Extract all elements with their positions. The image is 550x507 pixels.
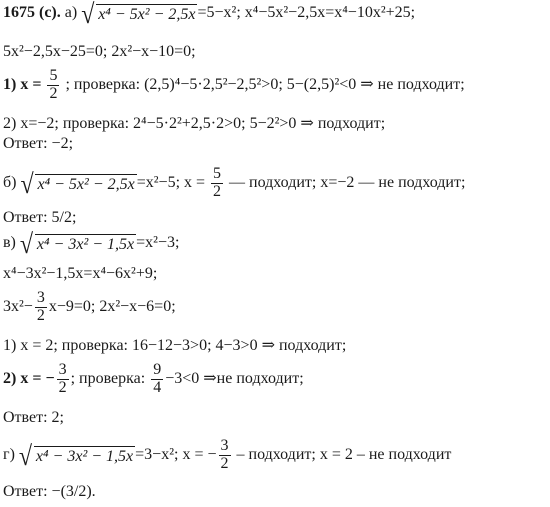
- line-b: [3, 166, 465, 201]
- line-g: [3, 438, 451, 473]
- frac-den: 2: [220, 454, 229, 472]
- item-label-a: а): [64, 4, 78, 22]
- c2-mid-v: ; проверка:: [70, 369, 146, 387]
- sqrt-v: [19, 229, 136, 260]
- eq2-a: 5x²−2,5x−25=0; 2x²−x−10=0;: [3, 43, 196, 60]
- frac-num: 9: [153, 361, 162, 378]
- line-v-eq2: [3, 290, 176, 325]
- sqrt-b: [20, 169, 136, 200]
- frac-den: 2: [49, 84, 58, 102]
- eq2-pre-v: 3x²−: [3, 297, 33, 315]
- radical-sign: √: [18, 441, 33, 472]
- frac-num: 5: [213, 165, 222, 182]
- frac-num: 3: [220, 437, 229, 454]
- tail-g: – подходит; x = 2 – не подходит: [236, 445, 452, 463]
- line-v: [3, 229, 180, 260]
- radicand-b: x⁴ − 5x² − 2,5x: [37, 175, 135, 193]
- fraction-g: [219, 438, 231, 473]
- frac-den: 4: [153, 378, 162, 396]
- fraction-9-4: [151, 362, 163, 397]
- answer-v: Ответ: 2;: [3, 409, 64, 426]
- c2-a: 2) x=−2; проверка: 2⁴−5·2²+2,5·2>0; 5−2²>0 ⇒ подходит;: [3, 115, 386, 132]
- fraction-b: [211, 166, 223, 201]
- eq1-a: x⁴−5x²−2,5x=x⁴−10x²+25;: [244, 4, 416, 22]
- frac-num: 5: [49, 67, 58, 84]
- answer-b: Ответ: 5/2;: [3, 209, 77, 226]
- radical-sign: √: [20, 169, 34, 200]
- frac-num: 3: [58, 361, 67, 378]
- radicand-v: x⁴ − 3x² − 1,5x: [36, 236, 135, 253]
- radical-sign: √: [81, 0, 95, 30]
- eq1-v: x⁴−3x²−1,5x=x⁴−6x²+9;: [3, 265, 158, 282]
- frac-num: 3: [36, 289, 45, 306]
- fraction-5-2: [47, 68, 59, 103]
- fraction-3-2: [35, 290, 47, 325]
- rhs-b: =x²−5; x =: [136, 173, 206, 191]
- tail-b: — подходит; x=−2 — не подходит;: [229, 173, 466, 191]
- radicand-g: x⁴ − 3x² − 1,5x: [35, 447, 134, 465]
- radical-sign: √: [19, 229, 34, 260]
- c2-tail-v: −3<0 ⇒не подходит;: [165, 369, 304, 387]
- eq2-post-v: x−9=0; 2x²−x−6=0;: [48, 297, 176, 315]
- frac-den: 2: [58, 378, 67, 396]
- answer-a: Ответ: −2;: [3, 135, 74, 152]
- problem-number: 1675 (с).: [3, 4, 61, 22]
- sqrt-g: [18, 441, 135, 472]
- c1-v: 1) x = 2; проверка: 16−12−3>0; 4−3>0 ⇒ подходит;: [3, 337, 347, 354]
- frac-den: 2: [36, 306, 45, 324]
- answer-g: Ответ: −(3/2).: [3, 483, 96, 500]
- sqrt-a: [81, 0, 197, 30]
- c2-prefix-v: 2) x = −: [3, 369, 55, 387]
- line-a-equation: [3, 0, 416, 30]
- item-label-b: б): [3, 173, 17, 191]
- frac-den: 2: [213, 182, 222, 200]
- item-label-v: в): [3, 234, 16, 252]
- item-label-g: г): [3, 445, 15, 463]
- rhs-v: =x²−3;: [136, 234, 180, 252]
- line-v-candidate2: [3, 362, 304, 397]
- c1-check-a: ; проверка: (2,5)⁴−5·2,5²−2,5²>0; 5−(2,5)²<0 ⇒ не подходит;: [65, 75, 465, 93]
- fraction-3-2b: [57, 362, 69, 397]
- rhs-g: =3−x²; x = −: [135, 445, 217, 463]
- c1-prefix-a: 1) x =: [3, 75, 42, 93]
- radicand-a: x⁴ − 5x² − 2,5x: [98, 6, 196, 23]
- rhs-a: =5−x²;: [197, 4, 241, 22]
- line-a-candidate1: [3, 68, 465, 103]
